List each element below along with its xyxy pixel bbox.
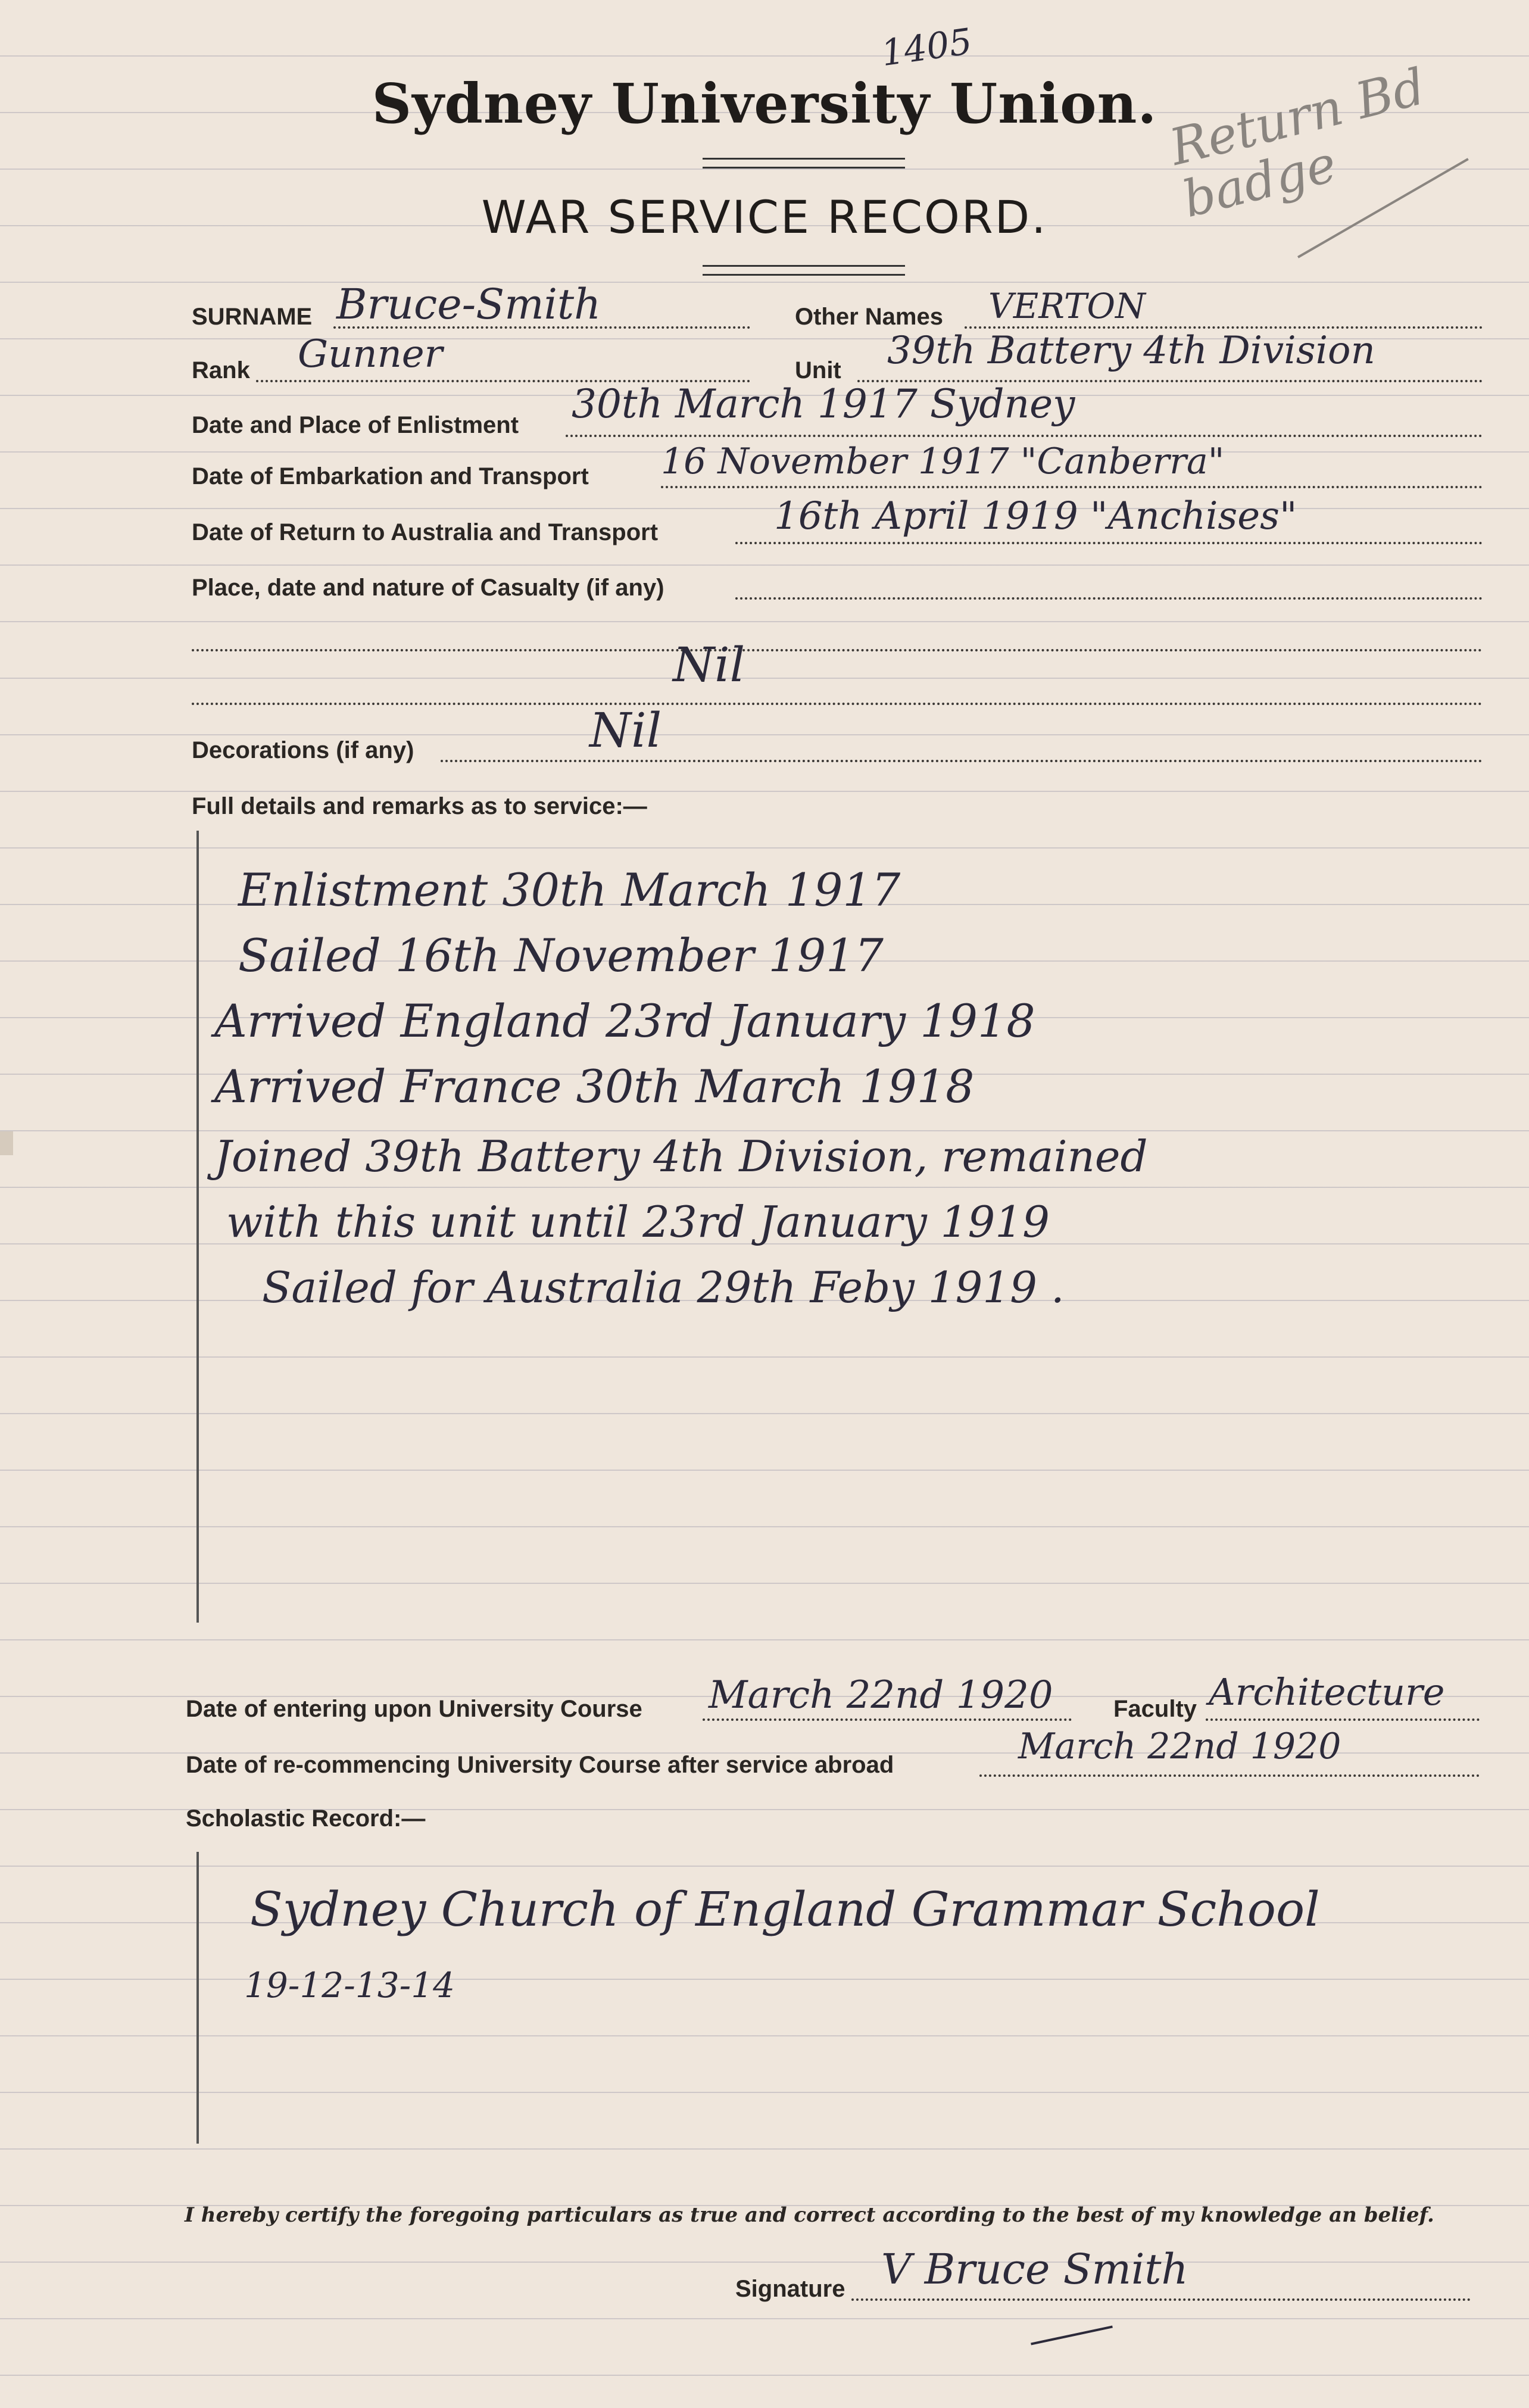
remark-line-5[interactable]: Joined 39th Battery 4th Division, remained xyxy=(214,1131,1148,1181)
scholastic-value[interactable]: Sydney Church of England Grammar School xyxy=(250,1882,1320,1937)
casualty-value[interactable]: Nil xyxy=(673,637,745,693)
decorations-line xyxy=(441,760,1483,762)
recommencing-label: Date of re-commencing University Course after service abroad xyxy=(186,1752,894,1778)
return-line xyxy=(735,542,1483,544)
other-names-value[interactable]: VERTON xyxy=(988,286,1146,326)
remark-line-1[interactable]: Enlistment 30th March 1917 xyxy=(238,863,901,916)
return-label: Date of Return to Australia and Transport xyxy=(192,519,659,545)
remark-line-4[interactable]: Arrived France 30th March 1918 xyxy=(214,1060,975,1113)
signature-flourish xyxy=(1031,2325,1113,2345)
faculty-value[interactable]: Architecture xyxy=(1209,1670,1445,1714)
scholastic-margin-bar xyxy=(196,1852,199,2144)
remark-line-6[interactable]: with this unit until 23rd January 1919 xyxy=(226,1197,1050,1247)
recommencing-line xyxy=(979,1774,1480,1777)
pencil-note: Return Bd badge xyxy=(1163,57,1431,229)
enlistment-value[interactable]: 30th March 1917 Sydney xyxy=(572,381,1075,427)
scholastic-label: Scholastic Record:— xyxy=(186,1805,426,1832)
subtitle-rule xyxy=(703,265,905,276)
other-names-label: Other Names xyxy=(795,304,943,330)
org-title: Sydney University Union. xyxy=(372,71,1157,136)
casualty-line-3 xyxy=(192,703,1483,705)
signature-line xyxy=(851,2298,1471,2301)
enlistment-line xyxy=(566,435,1483,437)
unit-value[interactable]: 39th Battery 4th Division xyxy=(887,329,1375,373)
embarkation-label: Date of Embarkation and Transport xyxy=(192,463,589,489)
decorations-value[interactable]: Nil xyxy=(589,703,662,758)
casualty-label: Place, date and nature of Casualty (if any) xyxy=(192,575,664,601)
enlistment-label: Date and Place of Enlistment xyxy=(192,412,519,438)
remarks-label: Full details and remarks as to service:— xyxy=(192,793,647,819)
remark-line-7[interactable]: Sailed for Australia 29th Feby 1919 . xyxy=(262,1262,1065,1312)
return-value[interactable]: 16th April 1919 "Anchises" xyxy=(774,494,1297,538)
faculty-label: Faculty xyxy=(1113,1696,1197,1722)
remark-line-3[interactable]: Arrived England 23rd January 1918 xyxy=(214,994,1035,1047)
recommencing-value[interactable]: March 22nd 1920 xyxy=(1018,1726,1341,1767)
embarkation-value[interactable]: 16 November 1917 "Canberra" xyxy=(661,441,1225,482)
paper-tear-edge xyxy=(0,1131,13,1155)
scholastic-years[interactable]: 19-12-13-14 xyxy=(244,1965,455,2005)
signature-value[interactable]: V Bruce Smith xyxy=(881,2245,1188,2294)
casualty-line-2 xyxy=(192,649,1483,651)
form-number: 1405 xyxy=(878,20,975,75)
casualty-line-1 xyxy=(735,597,1483,600)
title-rule xyxy=(703,158,905,169)
surname-value[interactable]: Bruce-Smith xyxy=(336,280,601,329)
entering-value[interactable]: March 22nd 1920 xyxy=(709,1673,1053,1717)
remark-line-2[interactable]: Sailed 16th November 1917 xyxy=(238,929,884,982)
decorations-label: Decorations (if any) xyxy=(192,737,414,763)
entering-label: Date of entering upon University Course xyxy=(186,1696,642,1722)
certification-text: I hereby certify the foregoing particulars as true and correct according to the best of my knowledge an belief. xyxy=(185,2203,1434,2227)
signature-label: Signature xyxy=(735,2276,845,2302)
faculty-line xyxy=(1206,1718,1480,1721)
form-title: WAR SERVICE RECORD. xyxy=(481,191,1048,244)
rank-label: Rank xyxy=(192,357,250,383)
surname-label: SURNAME xyxy=(192,304,313,330)
embarkation-line xyxy=(661,486,1483,488)
unit-label: Unit xyxy=(795,357,841,383)
entering-line xyxy=(703,1718,1072,1721)
remarks-margin-bar xyxy=(196,831,199,1623)
rank-value[interactable]: Gunner xyxy=(298,332,443,376)
